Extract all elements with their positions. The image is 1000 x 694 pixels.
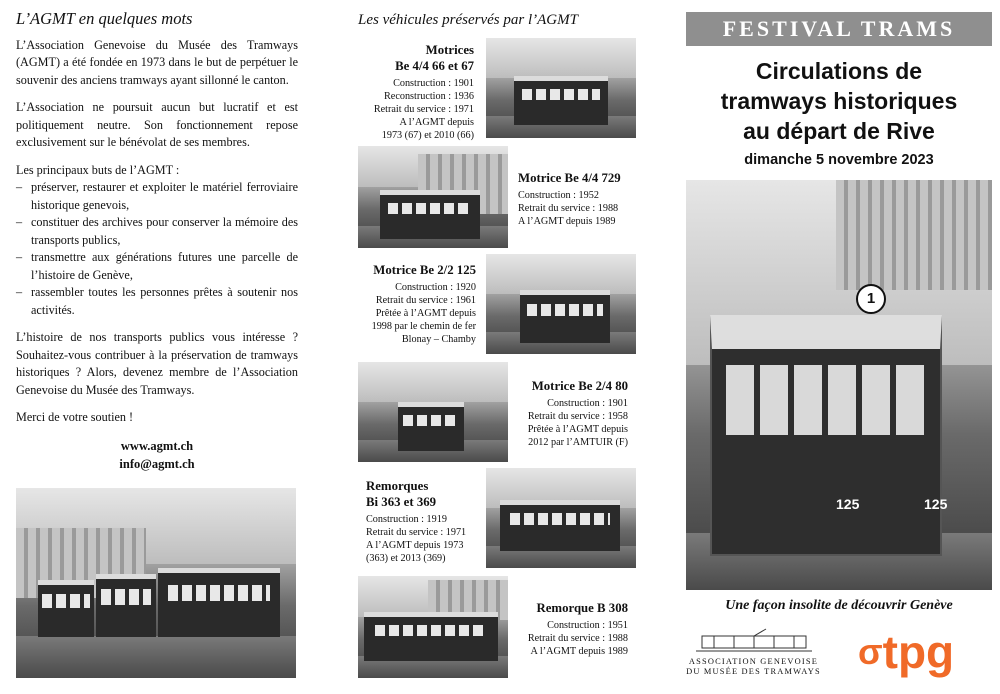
vehicle-spec: Retrait du service : 1988: [518, 203, 619, 214]
tram-outline-icon: [694, 628, 814, 654]
website-link[interactable]: www.agmt.ch: [120, 438, 194, 453]
tram-number-left: 125: [836, 496, 860, 512]
tram-125: [710, 315, 942, 556]
vehicle-bi-363-369: [366, 478, 484, 565]
vehicle-photo: [358, 146, 508, 248]
vehicle-spec: Retrait du service : 1971: [366, 527, 467, 538]
event-date: dimanche 5 novembre 2023: [744, 152, 934, 168]
vehicle-spec: Construction : 1901: [393, 78, 474, 89]
vehicle-spec: Retrait du service : 1958: [527, 411, 628, 422]
vehicle-be44-729: [518, 170, 636, 228]
vehicle-spec: Retrait du service : 1961: [375, 295, 476, 306]
cover-tram-photo: [686, 180, 992, 590]
vehicle-spec: 1973 (67) et 2010 (66): [381, 130, 474, 141]
vehicle-spec: A l’AGMT depuis: [399, 117, 474, 128]
vehicle-photo: [486, 254, 636, 354]
vehicle-title: Be 4/4 66 et 67: [395, 59, 474, 73]
vehicle-spec: Construction : 1919: [366, 514, 447, 525]
vehicle-spec: 2012 par l’AMTUIR (F): [528, 437, 628, 448]
about-heading: L’AGMT en quelques mots: [16, 9, 193, 28]
slogan: Une façon insolite de découvrir Genève: [725, 598, 953, 613]
agmt-logo-line: DU MUSÉE DES TRAMWAYS: [686, 667, 821, 676]
vehicle-spec: Prêtée à l’AGMT depuis: [375, 308, 476, 319]
about-agmt-column: [16, 10, 298, 473]
agmt-logo-line: ASSOCIATION GENEVOISE: [688, 657, 819, 666]
goal-item: – rassembler toutes les personnes prêtes à soutenir nos activités.: [16, 284, 298, 319]
vehicle-spec: Construction : 1951: [547, 620, 628, 631]
vehicle-spec: Reconstruction : 1936: [384, 91, 474, 102]
vehicle-spec: A l’AGMT depuis 1989: [530, 646, 628, 657]
goal-item: – préserver, restaurer et exploiter le matériel ferroviaire historique genevois,: [16, 179, 298, 214]
tpg-logo-text: tpg: [882, 626, 955, 678]
email-link[interactable]: info@agmt.ch: [119, 456, 195, 471]
membership-paragraph: L’histoire de nos transports publics vous intéresse ? Souhaitez-vous contribuer à la préservation de tramways historiques ? Alors, devenez membre de l’Association Genevoise du Musée des Tramways.: [16, 330, 298, 397]
vehicle-photo: [358, 576, 508, 678]
tram-number-right: 125: [924, 496, 948, 512]
about-paragraph-founding: L’Association Genevoise du Musée des Tramways (AGMT) a été fondée en 1973 dans le but de perpétuer le souvenir des anciens tramways ayant sillonné le canton.: [16, 37, 298, 87]
three-trams-photo: [16, 488, 296, 678]
festival-banner: FESTIVAL TRAMS: [686, 12, 992, 46]
route-number-badge: 1: [856, 284, 886, 314]
goal-item: – transmettre aux générations futures une parcelle de l’histoire de Genève,: [16, 249, 298, 284]
vehicle-title: Motrice Be 2/2 125: [373, 263, 476, 277]
vehicle-spec: Construction : 1901: [547, 398, 628, 409]
vehicle-spec: Construction : 1920: [395, 282, 476, 293]
vehicle-title: Remorque B 308: [536, 601, 628, 615]
vehicle-spec: (363) et 2013 (369): [366, 553, 446, 564]
goals-list: [16, 179, 298, 319]
vehicle-photo: [486, 468, 636, 568]
vehicles-heading: Les véhicules préservés par l’AGMT: [358, 12, 578, 28]
vehicle-be22-125: [358, 262, 476, 346]
thanks-text: Merci de votre soutien !: [16, 410, 134, 424]
vehicle-title: Motrices: [425, 43, 474, 57]
tpg-logo: σtpg: [858, 626, 955, 678]
vehicle-spec: 1998 par le chemin de fer: [371, 321, 476, 332]
agmt-logo: [686, 628, 821, 677]
vehicle-b-308: [510, 600, 628, 658]
vehicle-title: Bi 363 et 369: [366, 495, 437, 509]
vehicle-photo: [358, 362, 508, 462]
vehicle-spec: Blonay – Chamby: [401, 334, 476, 345]
vehicle-be24-80: [510, 378, 628, 449]
goal-item: – constituer des archives pour conserver la mémoire des transports publics,: [16, 214, 298, 249]
vehicle-be44-66-67: [358, 42, 474, 142]
vehicle-spec: Retrait du service : 1971: [373, 104, 474, 115]
page-title: [686, 56, 992, 146]
vehicle-photo: [486, 38, 636, 138]
vehicle-spec: A l’AGMT depuis 1989: [518, 216, 616, 227]
vehicle-spec: Construction : 1952: [518, 190, 599, 201]
title-line: au départ de Rive: [743, 118, 935, 144]
vehicle-title: Remorques: [366, 479, 429, 493]
about-paragraph-neutral: L’Association ne poursuit aucun but lucratif et est politiquement neutre. Son fonctionnement repose exclusivement sur le bénévolat de ses membres.: [16, 100, 298, 149]
vehicle-spec: A l’AGMT depuis 1973: [366, 540, 464, 551]
goals-intro: Les principaux buts de l’AGMT :: [16, 162, 180, 177]
title-line: Circulations de: [755, 58, 923, 84]
title-line: tramways historiques: [720, 88, 958, 114]
vehicle-spec: Retrait du service : 1988: [527, 633, 628, 644]
vehicle-title: Motrice Be 2/4 80: [531, 379, 628, 393]
vehicle-spec: Prêtée à l’AGMT depuis: [527, 424, 628, 435]
vehicle-title: Motrice Be 4/4 729: [518, 171, 621, 185]
